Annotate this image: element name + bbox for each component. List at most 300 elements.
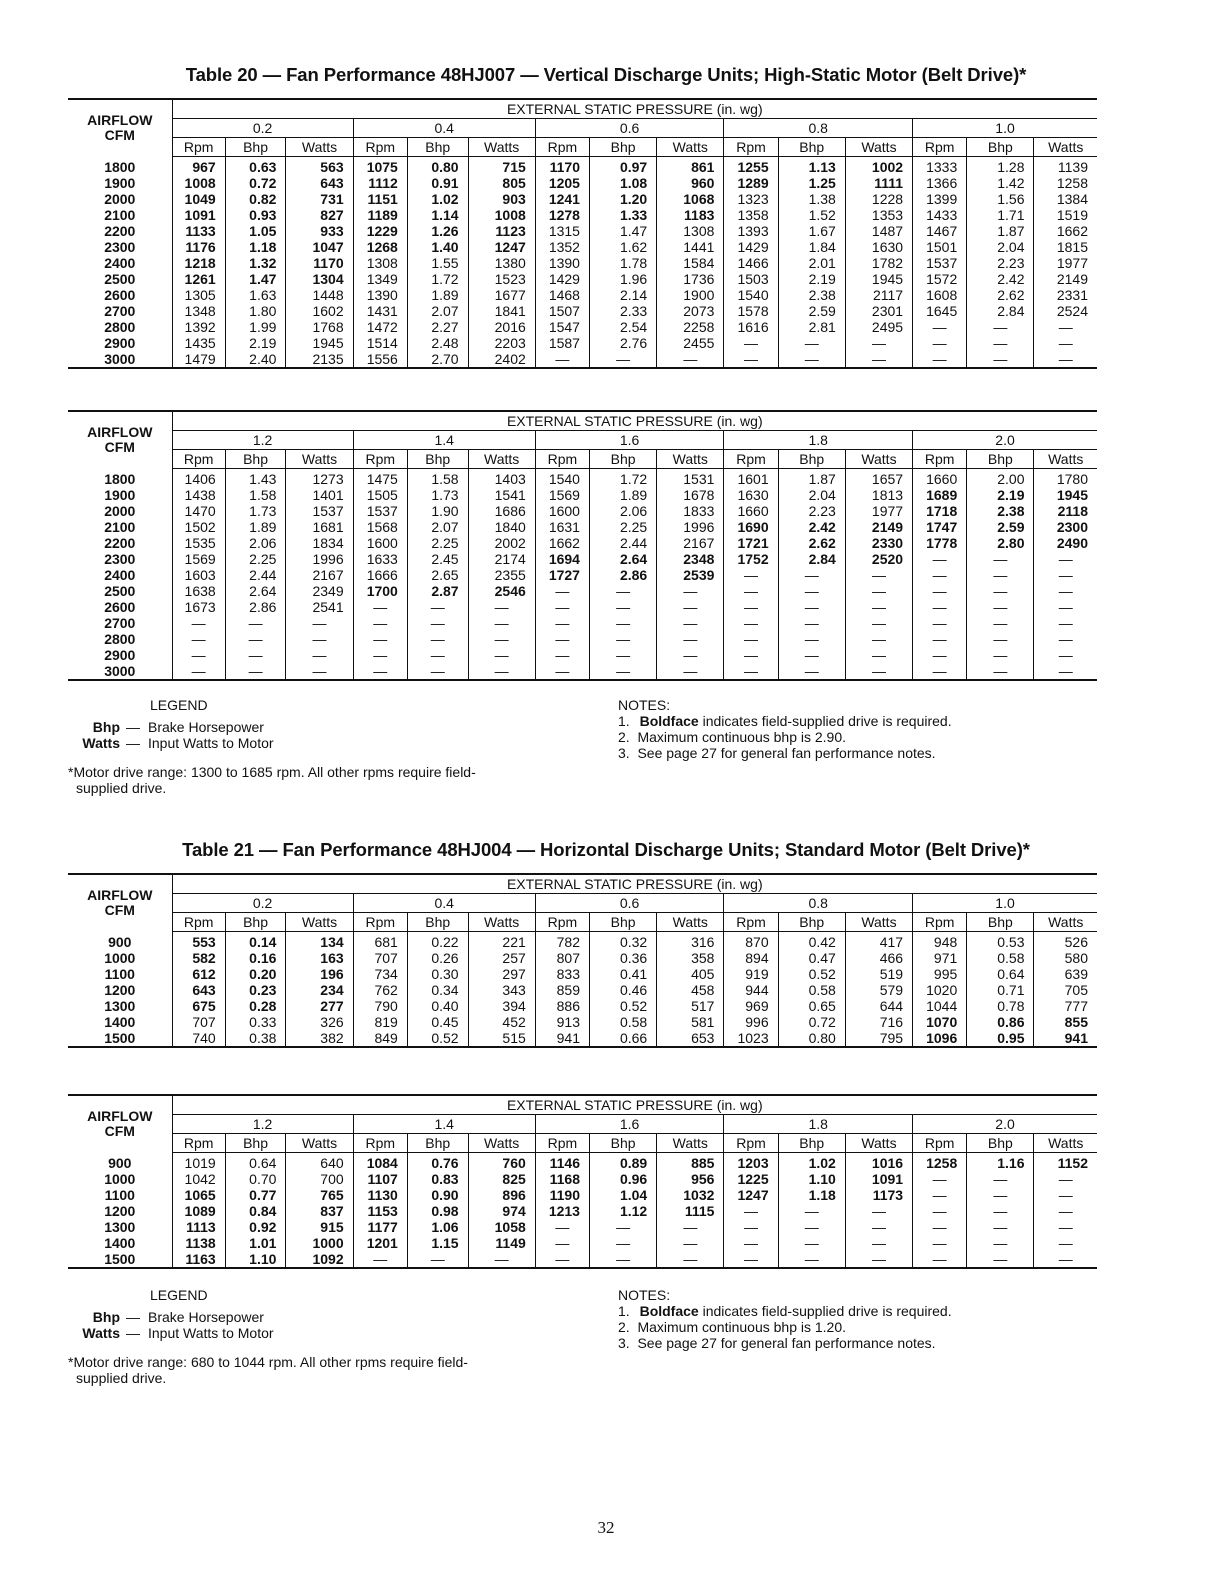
legend-dash: —: [126, 1309, 140, 1325]
value-cell: 0.32: [589, 932, 656, 951]
value-cell: 2167: [657, 535, 724, 551]
value-cell: 639: [1034, 966, 1097, 982]
value-cell: 837: [286, 1203, 353, 1219]
rpm-column-header: Rpm: [172, 913, 225, 932]
value-cell: 1032: [657, 1187, 724, 1203]
value-cell: 1813: [845, 487, 912, 503]
value-cell: 1.15: [407, 1235, 468, 1251]
value-cell: 0.95: [967, 1030, 1034, 1047]
value-cell: —: [225, 631, 286, 647]
value-cell: 1996: [286, 551, 353, 567]
value-cell: —: [1034, 351, 1097, 368]
value-cell: 643: [286, 175, 353, 191]
value-cell: —: [845, 1219, 912, 1235]
value-cell: —: [353, 663, 407, 680]
value-cell: 563: [286, 157, 353, 176]
bhp-column-header: Bhp: [967, 138, 1034, 157]
value-cell: 1470: [172, 503, 225, 519]
value-cell: 1225: [724, 1171, 778, 1187]
note-1-bold: Boldface: [639, 713, 699, 729]
value-cell: 913: [535, 1014, 589, 1030]
external-static-pressure-header: EXTERNAL STATIC PRESSURE (in. wg): [172, 874, 1097, 894]
value-cell: 2167: [286, 567, 353, 583]
value-cell: 1747: [913, 519, 967, 535]
table-row: [68, 1171, 1097, 1187]
value-cell: 2.00: [967, 469, 1034, 488]
watts-column-header: Watts: [286, 913, 353, 932]
value-cell: 1601: [724, 469, 778, 488]
value-cell: 1019: [172, 1153, 225, 1172]
value-cell: 1840: [468, 519, 535, 535]
table20-notes: [618, 697, 952, 761]
value-cell: —: [353, 599, 407, 615]
value-cell: 2258: [657, 319, 724, 335]
value-cell: 0.52: [589, 998, 656, 1014]
value-cell: —: [172, 663, 225, 680]
value-cell: —: [353, 615, 407, 631]
value-cell: 1163: [172, 1251, 225, 1268]
value-cell: 1289: [724, 175, 778, 191]
airflow-cfm-cell: 2600: [104, 599, 136, 615]
pressure-header: 2.0: [913, 1115, 1097, 1134]
value-cell: 1183: [657, 207, 724, 223]
external-static-pressure-header: EXTERNAL STATIC PRESSURE (in. wg): [172, 99, 1097, 119]
airflow-cfm-header: [68, 874, 172, 932]
table-row: [68, 1187, 1097, 1203]
value-cell: 1503: [724, 271, 778, 287]
value-cell: —: [535, 599, 589, 615]
value-cell: —: [967, 663, 1034, 680]
value-cell: 2402: [468, 351, 535, 368]
value-cell: 1190: [535, 1187, 589, 1203]
airflow-cfm-cell: 2900: [104, 335, 136, 351]
value-cell: 1.18: [225, 239, 286, 255]
value-cell: —: [778, 631, 845, 647]
value-cell: 643: [172, 982, 225, 998]
value-cell: —: [778, 583, 845, 599]
value-cell: 1353: [845, 207, 912, 223]
value-cell: —: [913, 583, 967, 599]
value-cell: 1.89: [589, 487, 656, 503]
value-cell: —: [589, 351, 656, 368]
table-row: [68, 175, 1097, 191]
value-cell: 2.06: [589, 503, 656, 519]
value-cell: 1694: [535, 551, 589, 567]
value-cell: 1352: [535, 239, 589, 255]
value-cell: 517: [657, 998, 724, 1014]
bhp-column-header: Bhp: [407, 138, 468, 157]
value-cell: 0.16: [225, 950, 286, 966]
airflow-cfm-cell: 1900: [104, 175, 136, 191]
value-cell: 1815: [1034, 239, 1097, 255]
value-cell: 1213: [535, 1203, 589, 1219]
value-cell: 1333: [913, 157, 967, 176]
value-cell: —: [535, 583, 589, 599]
bhp-column-header: Bhp: [967, 1134, 1034, 1153]
watts-column-header: Watts: [468, 138, 535, 157]
value-cell: —: [913, 1251, 967, 1268]
value-cell: 1.28: [967, 157, 1034, 176]
value-cell: 1323: [724, 191, 778, 207]
table21-title: Table 21 — Fan Performance 48HJ004 — Horizontal Discharge Units; Standard Motor (Belt Drive)*: [182, 839, 1030, 860]
value-cell: —: [407, 615, 468, 631]
value-cell: —: [1034, 1187, 1097, 1203]
value-cell: 466: [845, 950, 912, 966]
value-cell: 1678: [657, 487, 724, 503]
value-cell: 1247: [468, 239, 535, 255]
value-cell: 995: [913, 966, 967, 982]
value-cell: 859: [535, 982, 589, 998]
value-cell: —: [845, 567, 912, 583]
value-cell: 0.30: [407, 966, 468, 982]
value-cell: 1540: [535, 469, 589, 488]
value-cell: —: [1034, 551, 1097, 567]
value-cell: 782: [535, 932, 589, 951]
value-cell: 2.19: [967, 487, 1034, 503]
value-cell: 2149: [845, 519, 912, 535]
value-cell: —: [468, 615, 535, 631]
value-cell: 1.73: [225, 503, 286, 519]
value-cell: 1130: [353, 1187, 407, 1203]
value-cell: 2.25: [225, 551, 286, 567]
value-cell: 394: [468, 998, 535, 1014]
airflow-cfm-cell: 2000: [104, 503, 136, 519]
value-cell: 2.23: [778, 503, 845, 519]
note-1: [618, 713, 952, 729]
pressure-header: 1.0: [913, 119, 1097, 138]
value-cell: —: [845, 583, 912, 599]
value-cell: —: [724, 1203, 778, 1219]
value-cell: 996: [724, 1014, 778, 1030]
value-cell: 2524: [1034, 303, 1097, 319]
value-cell: 974: [468, 1203, 535, 1219]
value-cell: —: [589, 615, 656, 631]
value-cell: 915: [286, 1219, 353, 1235]
value-cell: 681: [353, 932, 407, 951]
value-cell: 2.06: [225, 535, 286, 551]
value-cell: 2.70: [407, 351, 468, 368]
table-row: [68, 1014, 1097, 1030]
value-cell: 1146: [535, 1153, 589, 1172]
value-cell: 1690: [724, 519, 778, 535]
legend-watts-desc: Input Watts to Motor: [148, 1325, 274, 1341]
airflow-label: AIRFLOW: [87, 424, 153, 441]
table-row: [68, 207, 1097, 223]
value-cell: —: [967, 351, 1034, 368]
legend-bhp-abbr: Bhp: [92, 1309, 120, 1325]
airflow-label: AIRFLOW: [87, 1108, 153, 1125]
table-row: [68, 519, 1097, 535]
value-cell: 919: [724, 966, 778, 982]
value-cell: —: [845, 351, 912, 368]
value-cell: 2.07: [407, 303, 468, 319]
airflow-cfm-cell: 900: [108, 1154, 132, 1171]
value-cell: 2.01: [778, 255, 845, 271]
value-cell: 948: [913, 932, 967, 951]
value-cell: 0.80: [407, 157, 468, 176]
value-cell: 0.40: [407, 998, 468, 1014]
airflow-cfm-cell: 2800: [104, 631, 136, 647]
value-cell: —: [778, 1251, 845, 1268]
value-cell: 1568: [353, 519, 407, 535]
value-cell: 1255: [724, 157, 778, 176]
value-cell: 1091: [845, 1171, 912, 1187]
note-3: 3. See page 27 for general fan performance notes.: [618, 1335, 936, 1351]
table-row: [68, 647, 1097, 663]
value-cell: 1008: [468, 207, 535, 223]
value-cell: 1841: [468, 303, 535, 319]
table-row: [68, 157, 1097, 176]
value-cell: 1833: [657, 503, 724, 519]
watts-column-header: Watts: [286, 138, 353, 157]
value-cell: 1020: [913, 982, 967, 998]
note-1-text: indicates field-supplied drive is required.: [698, 713, 952, 729]
airflow-cfm-cell: 2100: [104, 519, 136, 535]
value-cell: 1.63: [225, 287, 286, 303]
value-cell: 1084: [353, 1153, 407, 1172]
value-cell: 1.02: [407, 191, 468, 207]
value-cell: —: [657, 1235, 724, 1251]
value-cell: 1049: [172, 191, 225, 207]
value-cell: 326: [286, 1014, 353, 1030]
value-cell: —: [778, 599, 845, 615]
value-cell: 1468: [535, 287, 589, 303]
value-cell: 675: [172, 998, 225, 1014]
table-row: [68, 982, 1097, 998]
value-cell: 1358: [724, 207, 778, 223]
value-cell: —: [913, 1203, 967, 1219]
value-cell: 1.89: [407, 287, 468, 303]
watts-column-header: Watts: [468, 1134, 535, 1153]
rpm-column-header: Rpm: [724, 913, 778, 932]
airflow-cfm-header: [68, 1095, 172, 1153]
value-cell: 0.72: [778, 1014, 845, 1030]
value-cell: 1945: [1034, 487, 1097, 503]
value-cell: 1218: [172, 255, 225, 271]
value-cell: —: [1034, 647, 1097, 663]
value-cell: 0.58: [967, 950, 1034, 966]
cfm-label: CFM: [104, 127, 135, 144]
note-1-number: 1.: [618, 713, 630, 729]
value-cell: 1435: [172, 335, 225, 351]
airflow-cfm-cell: 1100: [104, 1187, 135, 1203]
value-cell: —: [589, 1251, 656, 1268]
value-cell: —: [967, 631, 1034, 647]
value-cell: 0.42: [778, 932, 845, 951]
bhp-column-header: Bhp: [225, 450, 286, 469]
value-cell: 1631: [535, 519, 589, 535]
value-cell: 0.20: [225, 966, 286, 982]
rpm-column-header: Rpm: [353, 913, 407, 932]
value-cell: 1.08: [589, 175, 656, 191]
value-cell: 0.86: [967, 1014, 1034, 1030]
value-cell: 941: [1034, 1030, 1097, 1047]
value-cell: 2331: [1034, 287, 1097, 303]
value-cell: 1.20: [589, 191, 656, 207]
value-cell: 1170: [535, 157, 589, 176]
pressure-header: 0.2: [172, 894, 353, 913]
notes-heading: NOTES:: [618, 697, 671, 713]
value-cell: —: [967, 567, 1034, 583]
note-1-bold: Boldface: [639, 1303, 699, 1319]
value-cell: —: [535, 1219, 589, 1235]
value-cell: 0.76: [407, 1153, 468, 1172]
value-cell: —: [913, 351, 967, 368]
value-cell: 1047: [286, 239, 353, 255]
legend-heading: LEGEND: [150, 1287, 208, 1303]
footnote-line2: supplied drive.: [76, 1370, 167, 1386]
value-cell: —: [913, 335, 967, 351]
value-cell: 1502: [172, 519, 225, 535]
value-cell: 1348: [172, 303, 225, 319]
bhp-column-header: Bhp: [589, 1134, 656, 1153]
value-cell: 382: [286, 1030, 353, 1047]
table21-notes: [618, 1287, 952, 1351]
value-cell: 707: [172, 1014, 225, 1030]
value-cell: 1977: [1034, 255, 1097, 271]
value-cell: 1.99: [225, 319, 286, 335]
value-cell: —: [468, 647, 535, 663]
value-cell: 1666: [353, 567, 407, 583]
value-cell: 2541: [286, 599, 353, 615]
value-cell: 1.16: [967, 1153, 1034, 1172]
value-cell: —: [778, 1203, 845, 1219]
watts-column-header: Watts: [657, 138, 724, 157]
value-cell: 644: [845, 998, 912, 1014]
value-cell: 1390: [353, 287, 407, 303]
value-cell: 0.34: [407, 982, 468, 998]
table-row: [68, 351, 1097, 368]
footnote-line1: *Motor drive range: 680 to 1044 rpm. All other rpms require field-: [68, 1354, 468, 1370]
value-cell: —: [913, 1219, 967, 1235]
value-cell: 0.78: [967, 998, 1034, 1014]
value-cell: 1630: [724, 487, 778, 503]
pressure-header: 0.4: [353, 119, 535, 138]
value-cell: 221: [468, 932, 535, 951]
rpm-column-header: Rpm: [724, 1134, 778, 1153]
airflow-cfm-cell: 2500: [104, 583, 136, 599]
value-cell: 1.58: [225, 487, 286, 503]
value-cell: 1399: [913, 191, 967, 207]
note-1-number: 1.: [618, 1303, 630, 1319]
value-cell: 1.89: [225, 519, 286, 535]
bhp-column-header: Bhp: [225, 138, 286, 157]
value-cell: 1600: [353, 535, 407, 551]
value-cell: 297: [468, 966, 535, 982]
watts-column-header: Watts: [845, 138, 912, 157]
value-cell: 807: [535, 950, 589, 966]
value-cell: 956: [657, 1171, 724, 1187]
value-cell: 2.86: [225, 599, 286, 615]
value-cell: —: [535, 1235, 589, 1251]
value-cell: 2.23: [967, 255, 1034, 271]
value-cell: —: [967, 335, 1034, 351]
value-cell: 1660: [724, 503, 778, 519]
value-cell: —: [535, 647, 589, 663]
footnote-line2: supplied drive.: [76, 780, 167, 796]
value-cell: 903: [468, 191, 535, 207]
value-cell: 1467: [913, 223, 967, 239]
value-cell: 1.38: [778, 191, 845, 207]
value-cell: 1600: [535, 503, 589, 519]
value-cell: 417: [845, 932, 912, 951]
footnote-line1: *Motor drive range: 1300 to 1685 rpm. All other rpms require field-: [68, 764, 476, 780]
value-cell: 2.54: [589, 319, 656, 335]
value-cell: 0.36: [589, 950, 656, 966]
value-cell: —: [724, 599, 778, 615]
value-cell: 405: [657, 966, 724, 982]
value-cell: 1.96: [589, 271, 656, 287]
value-cell: 1112: [353, 175, 407, 191]
value-cell: —: [1034, 335, 1097, 351]
table21-legend: [70, 1287, 274, 1341]
value-cell: 234: [286, 982, 353, 998]
value-cell: —: [724, 615, 778, 631]
bhp-column-header: Bhp: [225, 1134, 286, 1153]
airflow-cfm-cell: 2600: [104, 287, 136, 303]
value-cell: —: [657, 351, 724, 368]
value-cell: 705: [1034, 982, 1097, 998]
value-cell: 316: [657, 932, 724, 951]
value-cell: 1.71: [967, 207, 1034, 223]
airflow-cfm-cell: 3000: [68, 663, 172, 680]
value-cell: 0.80: [778, 1030, 845, 1047]
pressure-header: 0.8: [724, 894, 913, 913]
value-cell: 0.96: [589, 1171, 656, 1187]
value-cell: —: [724, 647, 778, 663]
value-cell: 795: [845, 1030, 912, 1047]
value-cell: 1138: [172, 1235, 225, 1251]
value-cell: 1.02: [778, 1153, 845, 1172]
table-row: [68, 503, 1097, 519]
value-cell: 1308: [657, 223, 724, 239]
value-cell: 612: [172, 966, 225, 982]
value-cell: 1002: [845, 157, 912, 176]
value-cell: —: [913, 647, 967, 663]
rpm-column-header: Rpm: [535, 138, 589, 157]
value-cell: 1448: [286, 287, 353, 303]
value-cell: 2.44: [589, 535, 656, 551]
watts-column-header: Watts: [1034, 913, 1097, 932]
value-cell: —: [589, 583, 656, 599]
value-cell: 1681: [286, 519, 353, 535]
rpm-column-header: Rpm: [913, 450, 967, 469]
value-cell: 519: [845, 966, 912, 982]
value-cell: 1247: [724, 1187, 778, 1203]
value-cell: —: [407, 663, 468, 680]
bhp-column-header: Bhp: [778, 1134, 845, 1153]
value-cell: 1096: [913, 1030, 967, 1047]
value-cell: 1686: [468, 503, 535, 519]
table-row: [68, 615, 1097, 631]
value-cell: 1268: [353, 239, 407, 255]
value-cell: 827: [286, 207, 353, 223]
value-cell: 777: [1034, 998, 1097, 1014]
airflow-cfm-cell: 1000: [104, 1171, 136, 1187]
value-cell: 0.64: [225, 1153, 286, 1172]
cfm-label: CFM: [104, 439, 135, 456]
value-cell: 0.70: [225, 1171, 286, 1187]
value-cell: 579: [845, 982, 912, 998]
table-row: [68, 271, 1097, 287]
value-cell: 1727: [535, 567, 589, 583]
value-cell: 1608: [913, 287, 967, 303]
value-cell: 2.07: [407, 519, 468, 535]
pressure-header: 0.8: [724, 119, 913, 138]
value-cell: —: [724, 1235, 778, 1251]
value-cell: 1900: [657, 287, 724, 303]
value-cell: —: [225, 647, 286, 663]
